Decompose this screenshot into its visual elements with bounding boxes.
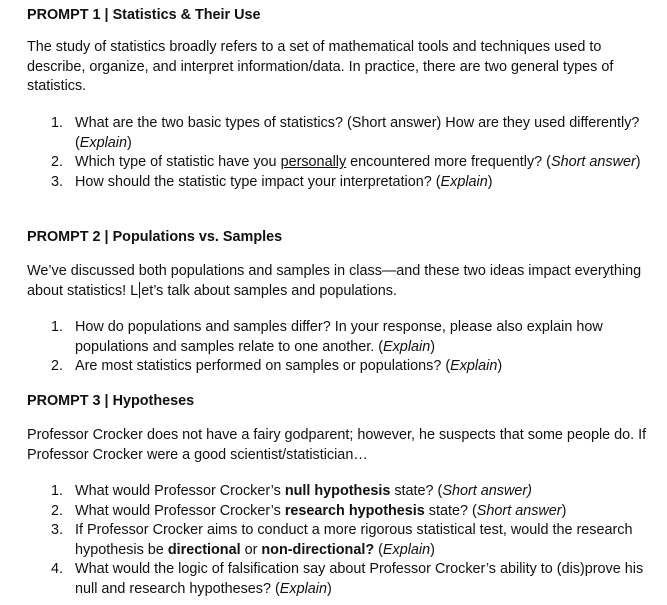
prompt-3-heading: PROMPT 3 | Hypotheses bbox=[27, 393, 195, 409]
prompt-2-heading: PROMPT 2 | Populations vs. Samples bbox=[27, 229, 283, 245]
list-item: 1. How do populations and samples differ? In your response, please also explain how populations and samples relate to one another. (Explain) bbox=[51, 319, 603, 355]
prompt-1-questions bbox=[27, 114, 652, 192]
prompt-1-heading: PROMPT 1 | Statistics & Their Use bbox=[27, 7, 261, 23]
list-item: 1. What are the two basic types of statistics? (Short answer) How are they used differently? (Explain) bbox=[51, 115, 640, 151]
list-item: 4. What would the logic of falsification say about Professor Crocker’s ability to (dis)prove his null and research hypotheses? (Explain) bbox=[51, 561, 644, 597]
prompt-2-questions bbox=[27, 318, 652, 377]
prompt-3-intro: Professor Crocker does not have a fairy godparent; however, he suspects that some people do. If Professor Crocker were a good scientist/statistician… bbox=[27, 427, 647, 463]
list-item: 1. What would Professor Crocker’s null hypothesis state? (Short answer) bbox=[51, 483, 532, 499]
prompt-2-intro: We’ve discussed both populations and samples in class—and these two ideas impact everything about statistics! L et’s talk about samples and populations. bbox=[27, 263, 642, 299]
list-item: 2. Are most statistics performed on samples or populations? (Explain) bbox=[51, 358, 503, 375]
prompt-3-questions bbox=[27, 482, 652, 600]
list-item: 3. How should the statistic type impact your interpretation? (Explain) bbox=[51, 173, 493, 190]
prompt-1-intro: The study of statistics broadly refers to a set of mathematical tools and techniques used to describe, organize, and interpret information/data. In practice, there are two general types of statistics. bbox=[27, 39, 614, 95]
list-item: 2. What would Professor Crocker’s research hypothesis state? (Short answer) bbox=[51, 502, 567, 519]
list-item: 2. Which type of statistic have you personally encountered more frequently? (Short answer) bbox=[51, 154, 641, 171]
list-item: 3. If Professor Crocker aims to conduct a more rigorous statistical test, would the research hypothesis be directional or non-directional? (Explain) bbox=[51, 522, 633, 558]
